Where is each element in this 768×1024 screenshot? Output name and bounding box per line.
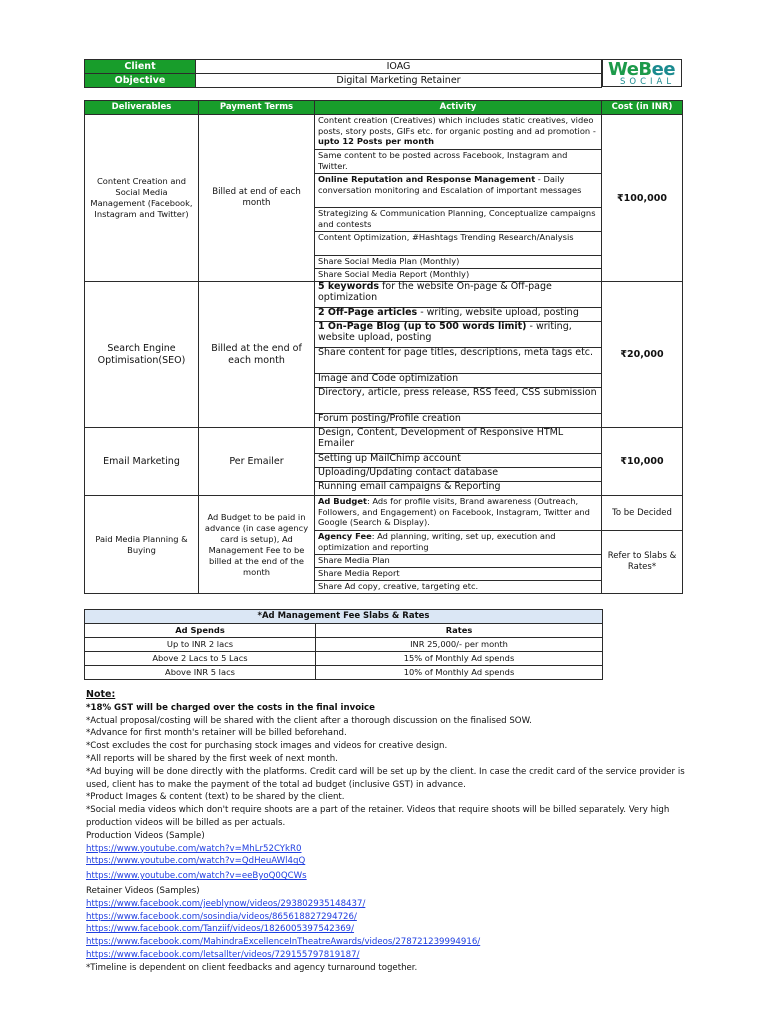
activity-cell: Forum posting/Profile creation — [315, 414, 602, 428]
retainer-videos-label: Retainer Videos (Samples) — [86, 885, 200, 896]
retainer-video-link[interactable]: https://www.facebook.com/Tanziif/videos/1826005397542369/ — [86, 924, 355, 935]
logo-text-b: ee — [651, 59, 676, 80]
notes-title: Note: — [86, 689, 116, 700]
deliverable-cell: Content Creation and Social Media Management (Facebook, Instagram and Twitter) — [85, 115, 199, 282]
timeline-note: *Timeline is dependent on client feedbacks and agency turnaround together. — [86, 962, 418, 973]
activity-cell: Uploading/Updating contact database — [315, 468, 602, 482]
cost-cell: ₹10,000 — [602, 428, 683, 496]
note-item: *Advance for first month's retainer will be billed beforehand. — [86, 728, 347, 739]
activity-cell: Image and Code optimization — [315, 374, 602, 388]
activity-cell: Share content for page titles, descriptions, meta tags etc. — [315, 348, 602, 374]
production-videos-label: Production Videos (Sample) — [86, 830, 205, 841]
activity-cell: Share Social Media Report (Monthly) — [315, 269, 602, 282]
column-header-cost: Cost (in INR) — [602, 101, 683, 115]
activity-cell: Share Media Report — [315, 568, 602, 581]
activity-cell: 5 keywords for the website On-page & Off-page optimization — [315, 282, 602, 308]
activity-cell: Design, Content, Development of Responsive HTML Emailer — [315, 428, 602, 454]
column-header-payment-terms: Payment Terms — [199, 101, 315, 115]
activity-cell: 1 On-Page Blog (up to 500 words limit) - writing, website upload, posting — [315, 322, 602, 348]
deliverable-cell: Email Marketing — [85, 428, 199, 496]
client-label: Client — [85, 60, 196, 74]
client-info-table — [84, 59, 602, 88]
activity-cell: Share Ad copy, creative, targeting etc. — [315, 581, 602, 594]
deliverable-cell: Search Engine Optimisation(SEO) — [85, 282, 199, 428]
notes-section — [86, 689, 686, 975]
fee-header-rates: Rates — [316, 624, 603, 638]
note-item: *Actual proposal/costing will be shared with the client after a thorough discussion on the finalised SOW. — [86, 715, 532, 726]
production-video-link[interactable]: https://www.youtube.com/watch?v=QdHeuAWl4qQ — [86, 856, 306, 867]
activity-cell: Setting up MailChimp account — [315, 454, 602, 468]
objective-label: Objective — [85, 74, 196, 88]
note-item: *All reports will be shared by the first week of next month. — [86, 753, 338, 764]
logo-text-a: WeB — [608, 59, 652, 80]
fee-slabs-table — [84, 609, 603, 680]
column-header-activity: Activity — [315, 101, 602, 115]
retainer-video-link[interactable]: https://www.facebook.com/sosindia/videos/865618827294726/ — [86, 911, 357, 922]
note-item: *Social media videos which don't require shoots are a part of the retainer. Videos that require shoots will be billed separately. Very high production videos will be billed as per actuals. — [86, 805, 670, 828]
production-video-link[interactable]: https://www.youtube.com/watch?v=eeByoQ0QCWs — [86, 871, 307, 882]
note-item: *Product Images & content (text) to be shared by the client. — [86, 792, 345, 803]
gst-note: *18% GST will be charged over the costs in the final invoice — [86, 702, 375, 713]
retainer-video-link[interactable]: https://www.facebook.com/MahindraExcellenceInTheatreAwards/videos/278721239994916/ — [86, 937, 481, 948]
activity-cell: Share Social Media Plan (Monthly) — [315, 256, 602, 269]
activity-cell: Strategizing & Communication Planning, Conceptualize campaigns and contests — [315, 208, 602, 232]
note-item: *Cost excludes the cost for purchasing stock images and videos for creative design. — [86, 741, 448, 752]
activity-cell: Online Reputation and Response Management - Daily conversation monitoring and Escalation of important messages — [315, 174, 602, 208]
payment-cell: Ad Budget to be paid in advance (in case agency card is setup), Ad Management Fee to be billed at the end of the month — [199, 496, 315, 594]
table-row: Above INR 5 lacs 10% of Monthly Ad spends — [85, 666, 603, 680]
production-video-link[interactable]: https://www.youtube.com/watch?v=MhLr52CYkR0 — [86, 843, 302, 854]
deliverable-cell: Paid Media Planning & Buying — [85, 496, 199, 594]
activity-cell: Share Media Plan — [315, 555, 602, 568]
activity-cell: Ad Budget: Ads for profile visits, Brand awareness (Outreach, Followers, and Engagement) on Facebook, Instagram, Twitter and Google (Search & Display). — [315, 496, 602, 531]
deliverables-table — [84, 100, 683, 594]
payment-cell: Billed at end of each month — [199, 115, 315, 282]
activity-cell: Directory, article, press release, RSS feed, CSS submission — [315, 388, 602, 414]
logo-subtext: SOCIAL — [620, 77, 676, 87]
activity-cell: 2 Off-Page articles - writing, website upload, posting — [315, 308, 602, 322]
activity-cell: Content Optimization, #Hashtags Trending Research/Analysis — [315, 232, 602, 256]
retainer-video-link[interactable]: https://www.facebook.com/jeeblynow/videos/293802935148437/ — [86, 898, 366, 909]
activity-cell: Agency Fee: Ad planning, writing, set up, execution and optimization and reporting — [315, 531, 602, 555]
fee-table-title: *Ad Management Fee Slabs & Rates — [85, 610, 603, 624]
cost-cell-slabs: Refer to Slabs & Rates* — [602, 531, 683, 594]
cost-cell-to-be-decided: To be Decided — [602, 496, 683, 531]
webee-social-logo — [602, 59, 682, 87]
table-row: Up to INR 2 lacs INR 25,000/- per month — [85, 638, 603, 652]
payment-cell: Per Emailer — [199, 428, 315, 496]
objective-value: Digital Marketing Retainer — [196, 74, 602, 88]
activity-cell: Content creation (Creatives) which includes static creatives, video posts, story posts, GIFs etc. for organic posting and ad promotion - upto 12 Posts per month — [315, 115, 602, 150]
column-header-deliverables: Deliverables — [85, 101, 199, 115]
client-value: IOAG — [196, 60, 602, 74]
cost-cell: ₹100,000 — [602, 115, 683, 282]
payment-cell: Billed at the end of each month — [199, 282, 315, 428]
activity-cell: Same content to be posted across Facebook, Instagram and Twitter. — [315, 150, 602, 174]
fee-header-ad-spends: Ad Spends — [85, 624, 316, 638]
cost-cell: ₹20,000 — [602, 282, 683, 428]
table-row: Above 2 Lacs to 5 Lacs 15% of Monthly Ad spends — [85, 652, 603, 666]
activity-cell: Running email campaigns & Reporting — [315, 482, 602, 496]
note-item: *Ad buying will be done directly with the platforms. Credit card will be set up by the client. In case the credit card of the service provider is used, client has to make the payment of the total ad budget (inclusive GST) in advance. — [86, 766, 685, 790]
retainer-video-link[interactable]: https://www.facebook.com/letsallter/videos/729155797819187/ — [86, 949, 360, 960]
